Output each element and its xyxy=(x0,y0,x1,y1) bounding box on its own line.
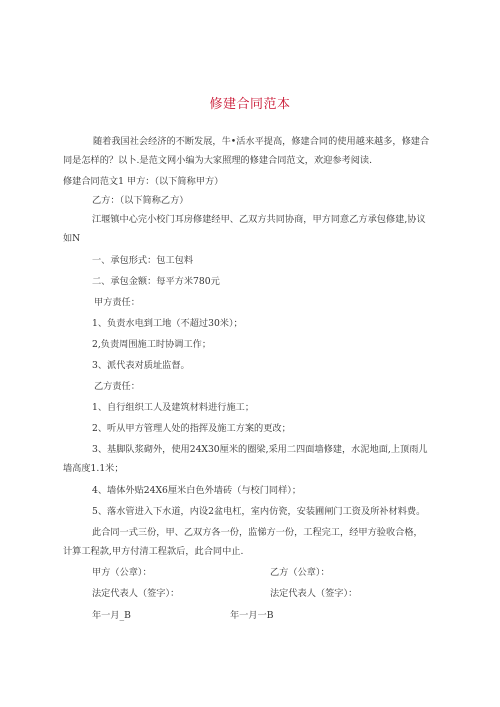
intro-line-1: 随着我国社会经济的不断发展，牛•活水平提高，修建合同的使用越来越多，修建合 xyxy=(93,136,430,147)
intro-line-2: 同是怎样的？以卜.是范文网小编为大家照理的修建合同范文，欢迎参考阅读. xyxy=(63,155,373,166)
party-a-date: 年一月_B xyxy=(92,610,131,621)
clause-contract-form: 一、承包形式：包工包料 xyxy=(92,255,194,266)
party-b-duty-1: 1、自行组织工人及建筑材料进行施工； xyxy=(92,402,255,413)
closing-line-2: 计算工程款,甲方付清工程款后，此合同中止. xyxy=(63,546,244,557)
party-a-duty-2: 2,负责周围施工时协调工作； xyxy=(92,339,212,350)
clause-contract-amount: 二、承包金额：每平方米780元 xyxy=(92,276,220,287)
party-a-seal-label: 甲方（公章）： xyxy=(92,567,152,578)
party-b-duty-2: 2、听从甲方管理人处的指挥及施工方案的更改； xyxy=(92,423,291,434)
document-title: 修建合同范本 xyxy=(209,97,291,112)
closing-line-1: 此合同一式三份，甲、乙双方各一份，监悌方一份，工程完工，经甲方验收合格， xyxy=(92,527,423,538)
party-b-duty-4: 4、墙体外贴24X6厘米白色外墙砖（与校门同样）； xyxy=(92,485,302,496)
party-b-seal-label: 乙方（公章）： xyxy=(270,567,330,578)
party-a-duties-heading: 甲方责任： xyxy=(94,297,140,308)
party-b-date: 年一月一B xyxy=(230,610,274,621)
party-b-duties-heading: 乙方责任： xyxy=(94,381,140,392)
party-b-duty-5: 5、落水管进入下水道，内设2盆电杠，室内仿瓷，安装圃闸门工资及所补材料费。 xyxy=(92,506,426,517)
party-b-duty-3-line-1: 3、基脚队浆砌外，使用24X30厘米的圈梁,采用二四面墙修建，水泥地面,上顶雨儿 xyxy=(92,444,428,455)
party-b-duty-3-line-2: 墙高度1.1米； xyxy=(63,463,124,474)
party-b-line: 乙方：（以下简称乙方） xyxy=(92,195,189,206)
background-line-2: 如N xyxy=(63,233,81,244)
party-a-duty-3: 3、派代表对质址监督。 xyxy=(92,360,190,371)
party-a-duty-1: 1、负责水电到工地（不超过30米）； xyxy=(92,318,243,329)
party-a-line: 修建合同范文1 甲方：（以下简称甲方） xyxy=(63,176,224,187)
party-a-representative-label: 法定代表人（签字）： xyxy=(92,588,180,599)
background-line-1: 江堰镇中心完小校门耳房修建经甲、乙双方共同协商，甲方同意乙方承包修建,协议 xyxy=(92,214,426,225)
party-b-representative-label: 法定代表人（签字）： xyxy=(270,588,358,599)
